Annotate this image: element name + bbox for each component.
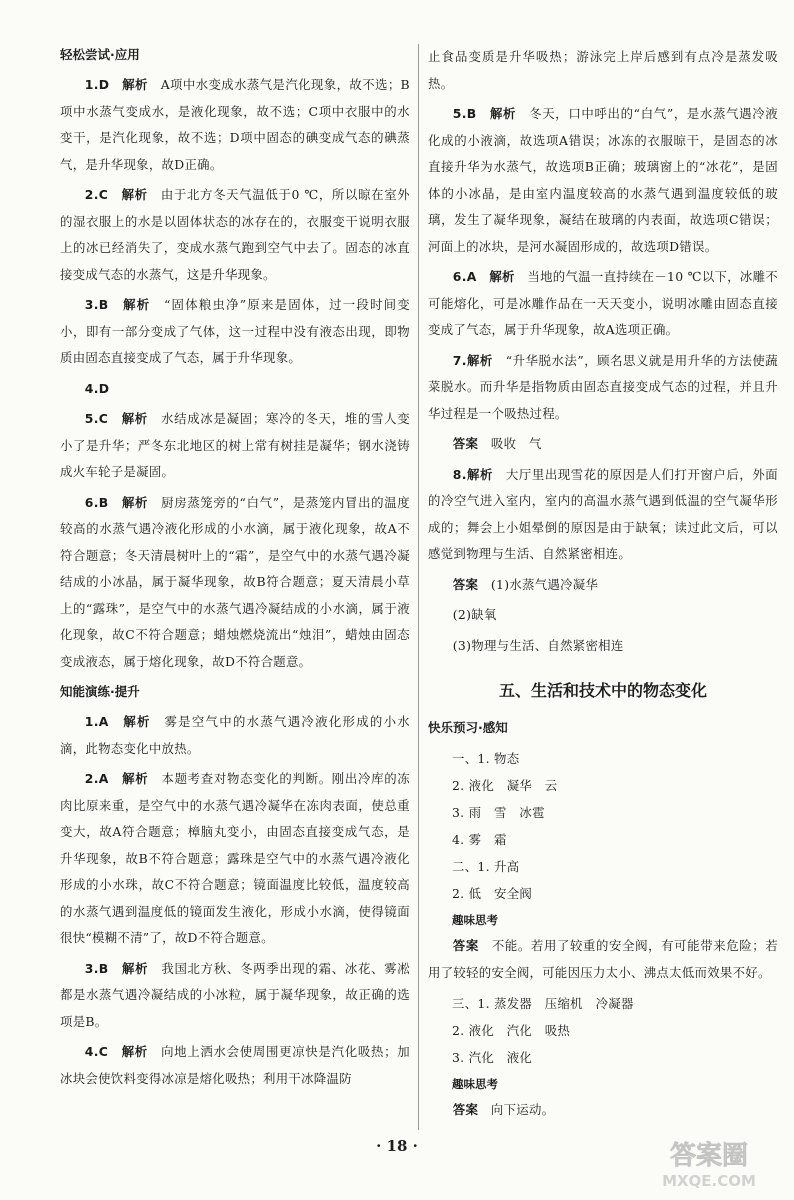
answer-line: 3. 汽化 液化 [452, 1050, 533, 1065]
answer-item: 1.A 解析 雾是空气中的水蒸气遇冷液化形成的小水滴，此物态变化中放热。 [60, 714, 410, 756]
answer-item: 2.A 解析 本题考查对物态变化的判断。刚出冷库的冻肉比原来重，是空气中的水蒸气遇冷凝华在冻肉表面，使总重变大，故A符合题意；樟脑丸变小，由固态直接变成气态，是升华现象，故B不符合题意；露珠是空气中的水蒸气遇冷液化形成的小水珠，故C不符合题意；镜面温度比较低，温度较高的水蒸气遇到温度低的镜面发生液化，形成小水滴，使得镜面很快“模糊不清”了，故D不符合题意。 [60, 771, 410, 945]
answer-line: 4. 雾 霜 [452, 832, 507, 847]
answer-item: 5.C 解析 水结成冰是凝固；寒冷的冬天，堆的雪人变小了是升华；严冬东北地区的树上常有树挂是凝华；钢水浇铸成火车轮子是凝固。 [60, 411, 410, 479]
answer-item: 7.解析 “升华脱水法”，顾名思义就是用升华的方法使蔬菜脱水。而升华是指物质由固态直接变成气态的过程，并且升华过程是一个吸热过程。 [428, 352, 778, 421]
answer-item: 4.D [84, 380, 110, 396]
answer-line: 一、1. 物态 [452, 751, 520, 766]
column-divider [418, 44, 419, 1130]
answer-line: 答案 不能。若用了较重的安全阀，有可能带来危险；若用了较轻的安全阀，可能因压力太小、沸点太低而效果不好。 [428, 938, 778, 980]
watermark-logo-icon [634, 1132, 784, 1192]
answer-item: 3.B 解析 我国北方秋、冬两季出现的霜、冰花、雾凇都是水蒸气遇冷凝结成的小冰粒，属于凝华现象，故正确的选项是B。 [60, 960, 410, 1029]
answer-item: 4.C 解析 向地上洒水会使周围更凉快是汽化吸热；加冰块会使饮料变得冰凉是熔化吸热；利用干冰降温防 [60, 1044, 410, 1086]
section-heading: 轻松尝试·应用 [60, 47, 140, 62]
subheading: 趣味思考 [452, 1077, 498, 1091]
right-column [428, 44, 778, 1128]
svg-text:MXQE.COM: MXQE.COM [662, 1172, 756, 1190]
answer-line: (2)缺氧 [452, 607, 497, 622]
subheading: 趣味思考 [452, 913, 498, 927]
answer-line: 2. 液化 凝华 云 [452, 778, 558, 793]
answer-item: 1.D 解析 A项中水变成水蒸气是汽化现象，故不选；B项中水蒸气变成水，是液化现象，故不选；C项中衣服中的水变干，是汽化现象，故不选；D项中固态的碘变成气态的碘蒸气，是升华现象，故D正确。 [60, 77, 410, 172]
answer-item: 6.B 解析 厨房蒸笼旁的“白气”，是蒸笼内冒出的温度较高的水蒸气遇冷液化形成的小水滴，属于液化现象，故A不符合题意；冬天清晨树叶上的“霜”，是空气中的水蒸气遇冷凝结成的小冰晶，属于凝华现象，故B符合题意；夏天清晨小草上的“露珠”，是空气中的水蒸气遇冷凝结成的小水滴，属于液化现象，故C不符合题意；蜡烛燃烧流出“烛泪”，蜡烛由固态变成液态，属于熔化现象，故D不符合题意。 [60, 494, 410, 669]
answer-line: 答案 (1)水蒸气遇冷凝华 [452, 576, 599, 592]
page-number: · 18 · [376, 1137, 418, 1155]
answer-item: 8.解析 大厅里出现雪花的原因是人们打开窗户后，外面的冷空气进入室内，室内的高温水蒸气遇到低温的空气凝华形成的；舞会上小姐晕倒的原因是由于缺氧；读过此文后，可以感觉到物理与生活、自然紧密相连。 [428, 466, 778, 561]
answer-item: 3.B 解析 “固体粮虫净”原来是固体，过一段时间变小，即有一部分变成了气体，这一过程中没有液态出现，即物质由固态直接变成了气态，属于升华现象。 [60, 297, 410, 365]
answer-line: 答案 向下运动。 [452, 1102, 555, 1117]
answer-item: 2.C 解析 由于北方冬天气温低于0 ℃，所以晾在室外的湿衣服上的水是以固体状态的冰存在的，衣服变干说明衣服上的冰已经消失了，变成水蒸气跑到空气中去了。固态的冰直接变成气态的水蒸气，这是升华现象。 [60, 187, 410, 282]
answer-continuation: 止食品变质是升华吸热；游泳完上岸后感到有点冷是蒸发吸热。 [428, 49, 778, 91]
answer-line: (3)物理与生活、自然紧密相连 [452, 637, 624, 653]
chapter-title: 五、生活和技术中的物态变化 [498, 681, 707, 700]
answer-item: 6.A 解析 当地的气温一直持续在－10 ℃以下，冰雕不可能熔化，可是冰雕作品在一天天变小，说明冰雕由固态直接变成了气态，属于升华现象，故A选项正确。 [428, 269, 778, 337]
section-heading: 快乐预习·感知 [428, 720, 508, 735]
answer-line: 二、1. 升高 [452, 859, 520, 874]
left-column [60, 44, 410, 1096]
answer-line: 2. 液化 汽化 吸热 [452, 1023, 571, 1038]
answer-line: 2. 低 安全阀 [452, 886, 533, 901]
section-heading: 知能演练·提升 [60, 684, 140, 699]
svg-text:答案圈: 答案圈 [669, 1141, 749, 1171]
answer-line: 三、1. 蒸发器 压缩机 冷凝器 [452, 996, 634, 1011]
answer-line: 3. 雨 雪 冰雹 [452, 805, 545, 820]
answer-item: 5.B 解析 冬天，口中呼出的“白气”，是水蒸气遇冷液化成的小液滴，故选项A错误；冰冻的衣服晾干，是固态的冰直接升华为水蒸气，故选项B正确；玻璃窗上的“冰花”，是固体的小冰晶，是由室内温度较高的水蒸气遇到温度较低的玻璃，发生了凝华现象，凝结在玻璃的内表面，故选项C错误；河面上的冰块，是河水凝固形成的，故选项D错误。 [428, 106, 778, 254]
answer-line: 答案 吸收 气 [452, 436, 542, 451]
